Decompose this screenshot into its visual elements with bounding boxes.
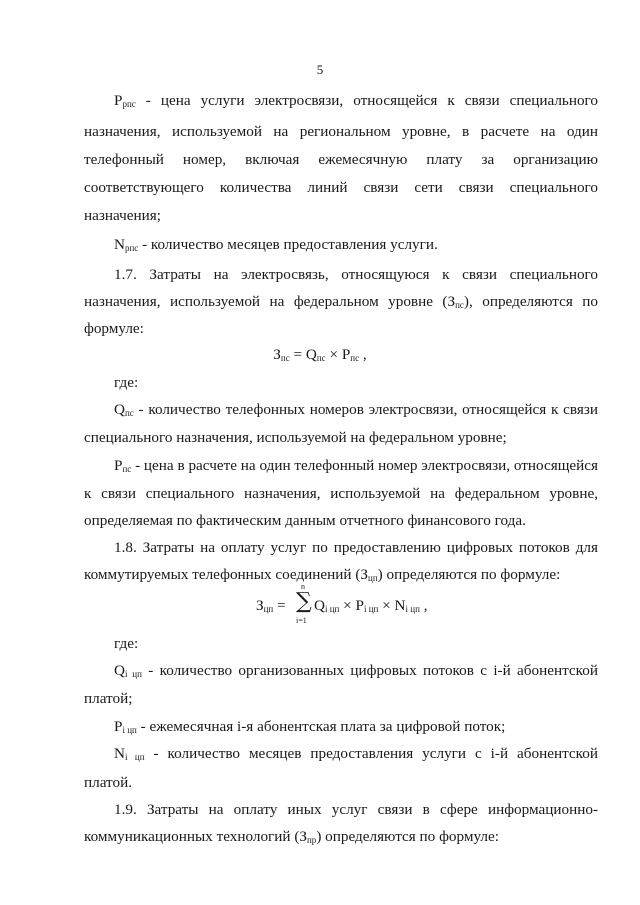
section-1-8-line-1: 1.8. Затраты на оплату услуг по предоставлению цифровых потоков для bbox=[114, 539, 598, 556]
def-streams-months-line-2: платой. bbox=[84, 774, 133, 791]
def-quantity-federal-line-1: $Q_{пс}$ - количество телефонных номеров электросвязи, относящейся к связи bbox=[114, 401, 598, 418]
def-streams-months-line-1: $N_{i цп}$ - количество месяцев предоставления услуги с i-й абонентской bbox=[114, 745, 598, 762]
sum-lower-limit: i=1 bbox=[296, 616, 307, 625]
formula-federal: $З_{пс} = Q_{пс} \times P_{пс}$ , bbox=[273, 346, 367, 363]
section-1-7-line-3: формуле: bbox=[84, 320, 144, 337]
summation-icon: ∑ bbox=[296, 589, 312, 614]
formula-2-rhs: $Q_{i цп} \times P_{i цп} \times N_{i цп}$ , bbox=[314, 597, 428, 614]
page-number: 5 bbox=[316, 62, 324, 77]
def-price-federal-line-3: определяемая по фактическим данным отчетного финансового года. bbox=[84, 512, 526, 529]
def-price-federal-line-1: $P_{пс}$ - цена в расчете на один телефонный номер электросвязи, относящейся bbox=[114, 457, 598, 474]
def-streams-price: $P_{i цп}$ - ежемесячная i-я абонентская плата за цифровой поток; bbox=[114, 718, 506, 735]
def-streams-quantity-line-2: платой; bbox=[84, 690, 133, 707]
section-1-7-line-1: 1.7. Затраты на электросвязь, относящуюся к связи специального bbox=[114, 266, 598, 283]
def-price-federal-line-2: к связи специального назначения, используемой на федеральном уровне, bbox=[84, 485, 598, 502]
section-1-8-line-2: коммутируемых телефонных соединений $(З_{цп})$ определяются по формуле: bbox=[84, 566, 561, 583]
sum-upper-limit: n bbox=[301, 582, 305, 591]
def-price-regional-line-4: соответствующего количества линий связи сети связи специального bbox=[84, 179, 598, 196]
def-price-regional-line-5: назначения; bbox=[84, 207, 161, 224]
def-price-regional-line-1: $P_{рпс}$ - цена услуги электросвязи, относящейся к связи специального bbox=[114, 92, 598, 109]
def-streams-quantity-line-1: $Q_{i цп}$ - количество организованных цифровых потоков с i-й абонентской bbox=[114, 662, 599, 679]
section-1-7-line-2: назначения, используемой на федеральном уровне $(З_{пс})$, определяются по bbox=[84, 293, 598, 310]
formula-2-lhs: $З_{цп}$ = bbox=[256, 597, 286, 614]
section-1-9-line-2: коммуникационных технологий $(З_{пр})$ определяются по формуле: bbox=[84, 828, 499, 845]
def-price-regional-line-2: назначения, используемой на региональном уровне, в расчете на один bbox=[84, 123, 598, 140]
where-label-1: где: bbox=[114, 374, 139, 391]
def-quantity-federal-line-2: специального назначения, используемой на федеральном уровне; bbox=[84, 429, 507, 446]
where-label-2: где: bbox=[114, 635, 139, 652]
section-1-9-line-1: 1.9. Затраты на оплату иных услуг связи в сфере информационно- bbox=[114, 801, 598, 818]
def-price-regional-line-3: телефонный номер, включая ежемесячную плату за организацию bbox=[84, 151, 598, 168]
def-months-regional: $N_{рпс}$ - количество месяцев предоставления услуги. bbox=[114, 236, 438, 253]
